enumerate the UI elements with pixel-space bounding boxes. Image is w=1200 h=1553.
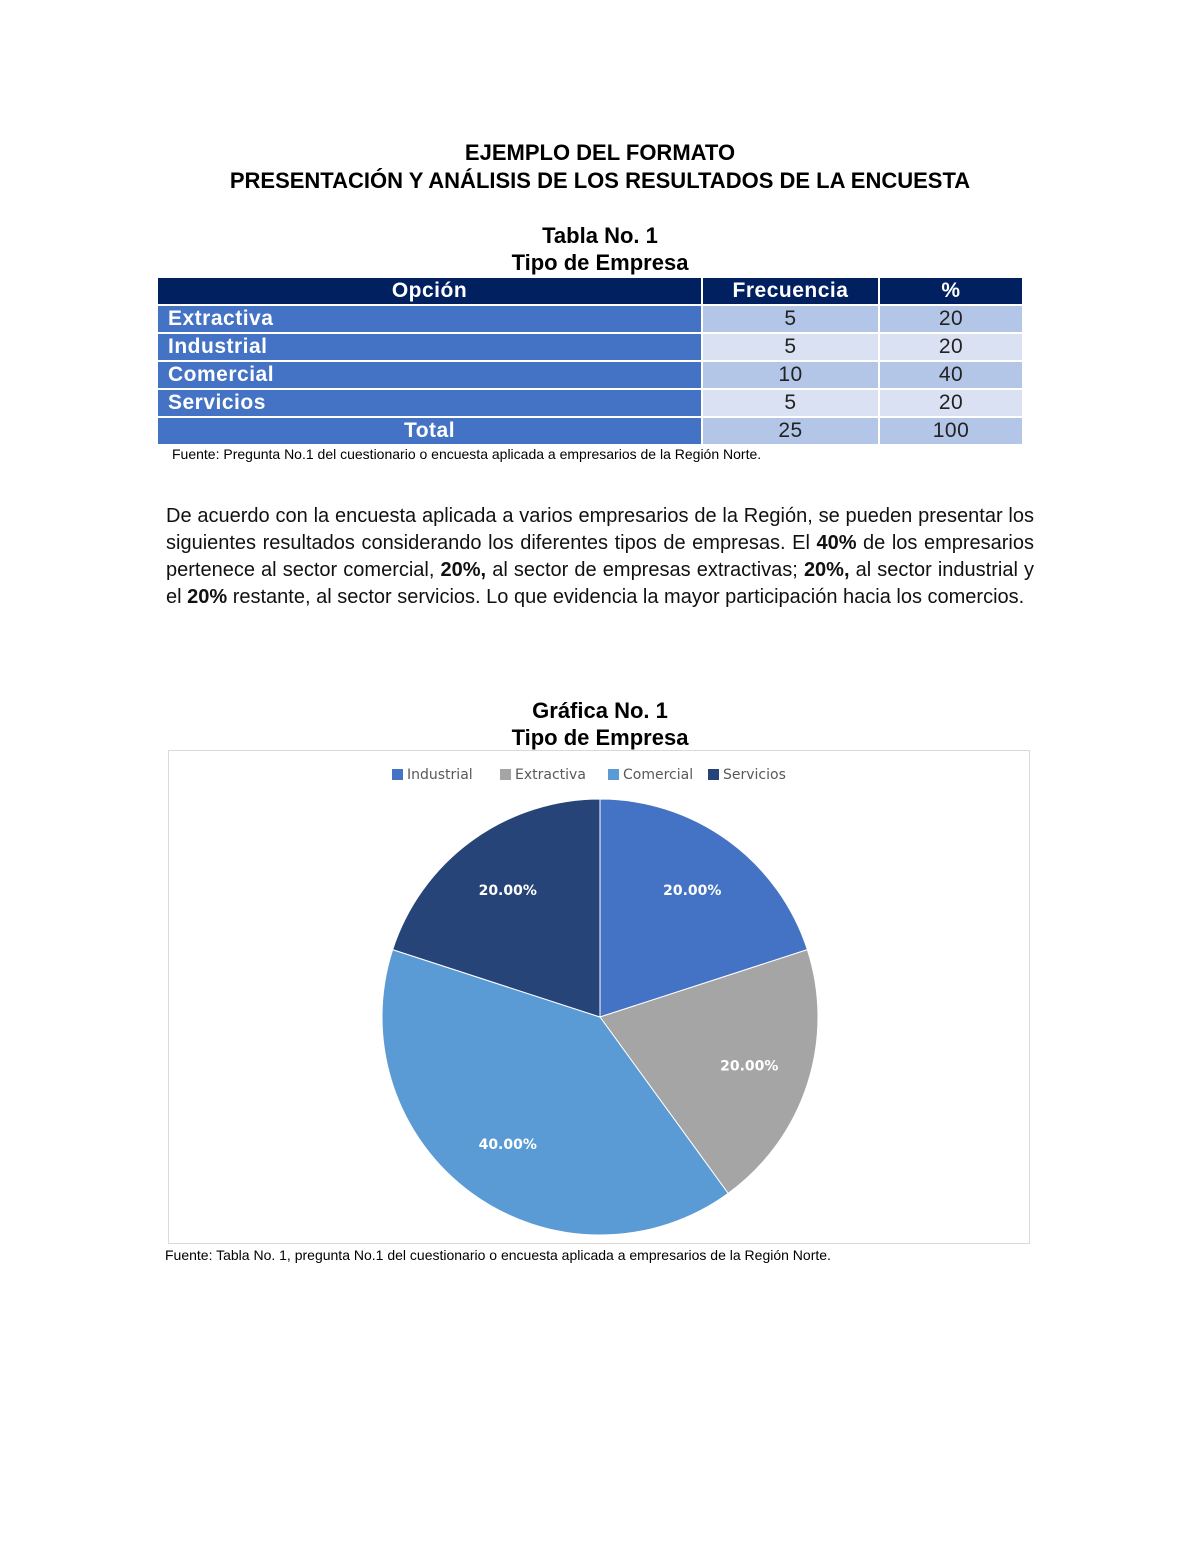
row-percent: 20 — [879, 305, 1023, 333]
total-frequency: 25 — [702, 417, 879, 445]
document-subtitle: PRESENTACIÓN Y ANÁLISIS DE LOS RESULTADOS DE LA ENCUESTA — [229, 168, 971, 193]
header-percent: % — [879, 277, 1023, 305]
analysis-highlight: 20%, — [803, 559, 850, 581]
analysis-text: restante, al sector servicios. Lo que evidencia la mayor participación hacia los comercios. — [227, 586, 1025, 608]
chart-legend — [392, 767, 786, 783]
row-option: Extractiva — [157, 305, 702, 333]
row-option: Servicios — [157, 389, 702, 417]
chart-caption-number: Gráfica No. 1 — [532, 698, 668, 723]
pie-data-label: 40.00% — [478, 1136, 537, 1153]
chart-source-note: Fuente: Tabla No. 1, pregunta No.1 del cuestionario o encuesta aplicada a empresarios de la Región Norte. — [165, 1247, 831, 1263]
total-label: Total — [157, 417, 702, 445]
table-source-note: Fuente: Pregunta No.1 del cuestionario o encuesta aplicada a empresarios de la Región Norte. — [172, 446, 762, 462]
row-percent: 20 — [879, 333, 1023, 361]
analysis-text: al sector de empresas extractivas; — [486, 559, 804, 581]
pie-data-label: 20.00% — [478, 883, 537, 900]
analysis-highlight: 40% — [816, 532, 857, 554]
row-frequency: 10 — [702, 361, 879, 389]
legend-label: Comercial — [623, 767, 694, 783]
analysis-text: De acuerdo con la encuesta aplicada a varios empresarios de la Región, se pueden presentar los siguientes resultados considerando los diferentes tipos de empresas. El — [166, 505, 1034, 554]
pie-data-label: 20.00% — [663, 883, 722, 900]
table-row — [157, 305, 1023, 333]
chart-caption-title: Tipo de Empresa — [511, 725, 689, 750]
header-option: Opción — [157, 277, 702, 305]
analysis-text: al sector industrial y el — [166, 559, 1034, 608]
row-percent: 40 — [879, 361, 1023, 389]
table-row — [157, 333, 1023, 361]
row-option: Industrial — [157, 333, 702, 361]
legend-label: Industrial — [407, 767, 473, 783]
pie-data-label: 20.00% — [720, 1058, 779, 1075]
analysis-highlight: 20%, — [440, 559, 487, 581]
table-caption-number: Tabla No. 1 — [542, 223, 658, 248]
analysis-text: de los empresarios pertenece al sector comercial, — [166, 532, 1034, 581]
row-percent: 20 — [879, 389, 1023, 417]
legend-swatch — [708, 769, 719, 780]
table-row — [157, 361, 1023, 389]
header-frequency: Frecuencia — [702, 277, 879, 305]
table-row — [157, 389, 1023, 417]
analysis-highlight: 20% — [187, 586, 228, 608]
row-frequency: 5 — [702, 389, 879, 417]
pie-chart — [169, 751, 1031, 1245]
analysis-paragraph — [166, 503, 1034, 611]
table-header-row — [157, 277, 1023, 305]
row-option: Comercial — [157, 361, 702, 389]
table-total-row — [157, 417, 1023, 445]
legend-label: Servicios — [723, 767, 786, 783]
document-title: EJEMPLO DEL FORMATO — [464, 140, 736, 165]
total-percent: 100 — [879, 417, 1023, 445]
legend-swatch — [608, 769, 619, 780]
survey-table — [156, 276, 1024, 446]
pie-chart-frame — [168, 750, 1030, 1244]
legend-swatch — [392, 769, 403, 780]
row-frequency: 5 — [702, 305, 879, 333]
table-caption-title: Tipo de Empresa — [511, 250, 689, 275]
row-frequency: 5 — [702, 333, 879, 361]
legend-swatch — [500, 769, 511, 780]
legend-label: Extractiva — [515, 767, 586, 783]
